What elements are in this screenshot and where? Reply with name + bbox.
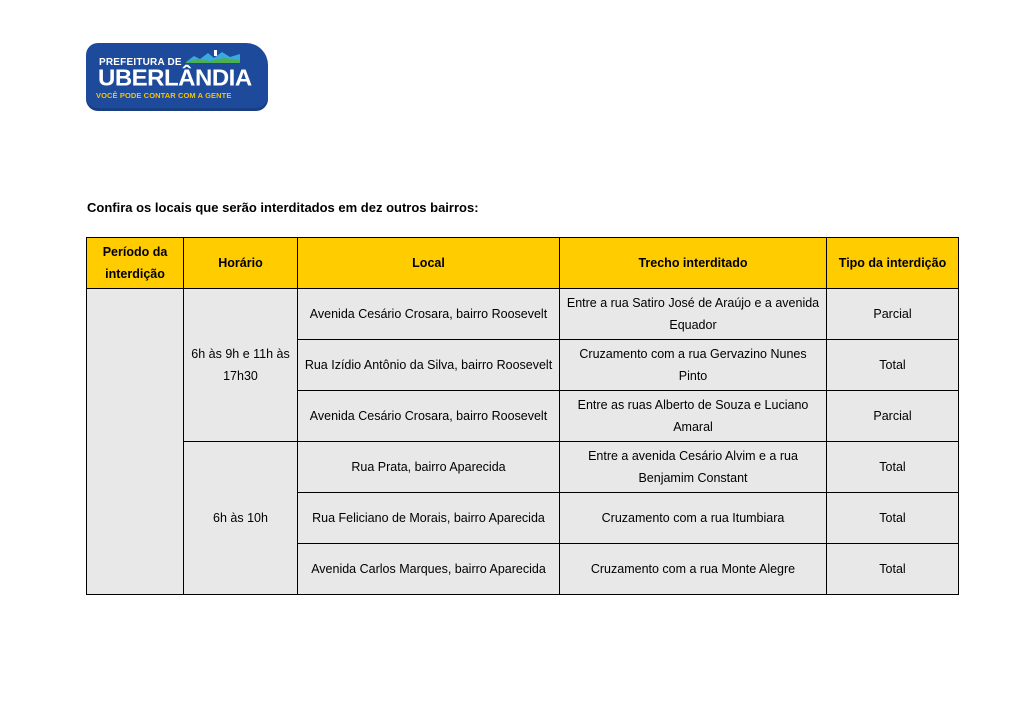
horario-cell: 6h às 10h <box>184 442 298 595</box>
local-cell: Avenida Cesário Crosara, bairro Roosevelt <box>298 289 560 340</box>
tipo-cell: Parcial <box>827 289 959 340</box>
tipo-cell: Parcial <box>827 391 959 442</box>
tipo-cell: Total <box>827 544 959 595</box>
header-trecho: Trecho interditado <box>560 238 827 289</box>
logo-slogan: VOCÊ PODE CONTAR COM A GENTE <box>96 91 232 100</box>
trecho-cell: Entre a rua Satiro José de Araújo e a avenida Equador <box>560 289 827 340</box>
interdiction-table <box>86 237 959 595</box>
header-local: Local <box>298 238 560 289</box>
header-horario: Horário <box>184 238 298 289</box>
logo-line-1: PREFEITURA DE <box>99 57 182 68</box>
local-cell: Rua Izídio Antônio da Silva, bairro Roosevelt <box>298 340 560 391</box>
trecho-cell: Cruzamento com a rua Monte Alegre <box>560 544 827 595</box>
intro-text: Confira os locais que serão interditados em dez outros bairros: <box>87 200 479 215</box>
city-skyline-icon <box>184 50 242 63</box>
header-periodo: Período da interdição <box>87 238 184 289</box>
trecho-cell: Cruzamento com a rua Itumbiara <box>560 493 827 544</box>
header-tipo: Tipo da interdição <box>827 238 959 289</box>
tipo-cell: Total <box>827 442 959 493</box>
table-row <box>87 442 959 493</box>
local-cell: Avenida Cesário Crosara, bairro Roosevelt <box>298 391 560 442</box>
local-cell: Avenida Carlos Marques, bairro Aparecida <box>298 544 560 595</box>
periodo-cell <box>87 289 184 595</box>
local-cell: Rua Feliciano de Morais, bairro Aparecida <box>298 493 560 544</box>
trecho-cell: Entre a avenida Cesário Alvim e a rua Benjamim Constant <box>560 442 827 493</box>
local-cell: Rua Prata, bairro Aparecida <box>298 442 560 493</box>
prefeitura-logo <box>86 43 268 111</box>
horario-cell: 6h às 9h e 11h às 17h30 <box>184 289 298 442</box>
table-row <box>87 289 959 340</box>
logo-city-name: UBERLÂNDIA <box>98 65 252 92</box>
tipo-cell: Total <box>827 493 959 544</box>
trecho-cell: Cruzamento com a rua Gervazino Nunes Pinto <box>560 340 827 391</box>
table-header-row <box>87 238 959 289</box>
tipo-cell: Total <box>827 340 959 391</box>
trecho-cell: Entre as ruas Alberto de Souza e Luciano Amaral <box>560 391 827 442</box>
